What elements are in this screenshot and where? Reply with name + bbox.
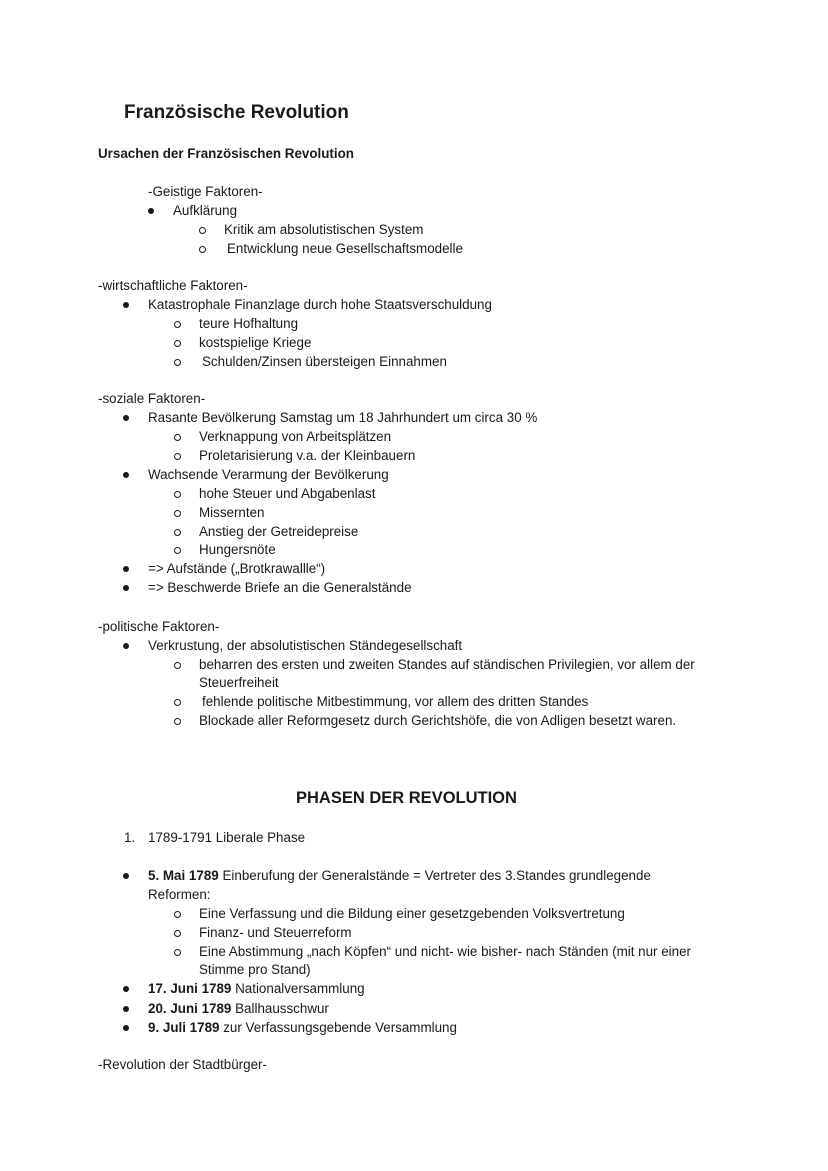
bullet-dot <box>123 472 129 478</box>
sub-bullet-circle <box>174 510 181 517</box>
event-sub: Eine Abstimmung „nach Köpfen“ und nicht- wie bisher- nach Ständen (mit nur einer <box>199 944 691 959</box>
sozial-sub: Proletarisierung v.a. der Kleinbauern <box>199 448 416 463</box>
event-date: 20. Juni 1789 <box>148 1001 232 1016</box>
sub-bullet-circle <box>174 434 181 441</box>
sub-bullet-circle <box>174 949 181 956</box>
phase-item: 1789-1791 Liberale Phase <box>148 830 306 845</box>
section-label: -Revolution der Stadtbürger- <box>98 1057 267 1072</box>
event-text: Einberufung der Generalstände = Vertreter des 3.Standes grundlegende <box>222 868 651 883</box>
event-sub: Finanz- und Steuerreform <box>199 925 352 940</box>
sub-bullet-circle <box>174 662 181 669</box>
sub-bullet-circle <box>174 359 181 366</box>
sub-bullet-circle <box>174 340 181 347</box>
sub-bullet-circle <box>174 911 181 918</box>
politisch-sub: beharren des ersten und zweiten Standes auf ständischen Privilegien, vor allem der <box>199 657 695 672</box>
event-4 <box>148 1019 457 1037</box>
sozial-bullet: Wachsende Verarmung der Bevölkerung <box>148 467 389 482</box>
sub-bullet-circle <box>174 718 181 725</box>
sub-bullet-circle <box>174 529 181 536</box>
event-date: 9. Juli 1789 <box>148 1020 220 1035</box>
sub-bullet-circle <box>174 491 181 498</box>
bullet-dot <box>123 566 129 572</box>
event-sub: Eine Verfassung und die Bildung einer gesetzgebenden Volksvertretung <box>199 906 625 921</box>
wirtschaftlich-sub: Schulden/Zinsen übersteigen Einnahmen <box>202 354 447 369</box>
geistig-sub: Kritik am absolutistischen System <box>224 222 424 237</box>
wirtschaftlich-label: -wirtschaftliche Faktoren- <box>98 278 248 293</box>
event-2 <box>148 980 365 998</box>
politisch-sub-cont: Steuerfreiheit <box>199 675 279 690</box>
politisch-sub: Blockade aller Reformgesetz durch Gerichtshöfe, die von Adligen besetzt waren. <box>199 713 677 728</box>
sub-bullet-circle <box>199 227 206 234</box>
wirtschaftlich-sub: kostspielige Kriege <box>199 335 312 350</box>
sozial-label: -soziale Faktoren- <box>98 391 206 406</box>
politisch-label: -politische Faktoren- <box>98 619 220 634</box>
bullet-dot <box>123 1006 129 1012</box>
bullet-dot <box>123 302 129 308</box>
event-3 <box>148 1000 329 1018</box>
sub-bullet-circle <box>174 321 181 328</box>
event-text: zur Verfassungsgebende Versammlung <box>223 1020 457 1035</box>
event-text: Ballhausschwur <box>235 1001 329 1016</box>
sozial-sub: hohe Steuer und Abgabenlast <box>199 486 376 501</box>
bullet-dot <box>123 1025 129 1031</box>
wirtschaftlich-sub: teure Hofhaltung <box>199 316 299 331</box>
sozial-sub: Missernten <box>199 505 265 520</box>
event-1 <box>148 867 651 885</box>
bullet-dot <box>123 643 129 649</box>
bullet-dot <box>123 585 129 591</box>
bullet-dot <box>148 208 154 214</box>
geistig-bullet: Aufklärung <box>173 203 238 218</box>
bullet-dot <box>123 986 129 992</box>
sozial-bullet: => Aufstände („Brotkrawallle“) <box>148 561 326 576</box>
sub-bullet-circle <box>174 453 181 460</box>
event-date: 5. Mai 1789 <box>148 868 219 883</box>
event-text-cont: Reformen: <box>148 887 211 902</box>
geistig-sub: Entwicklung neue Gesellschaftsmodelle <box>227 241 463 256</box>
geistig-label: -Geistige Faktoren- <box>148 184 263 199</box>
sub-bullet-circle <box>174 930 181 937</box>
sozial-sub: Hungersnöte <box>199 542 276 557</box>
page-title: Französische Revolution <box>124 102 349 123</box>
event-text: Nationalversammlung <box>235 981 365 996</box>
sub-bullet-circle <box>174 699 181 706</box>
politisch-sub: fehlende politische Mitbestimmung, vor allem des dritten Standes <box>202 694 589 709</box>
phases-heading: PHASEN DER REVOLUTION <box>296 789 517 807</box>
sozial-sub: Verknappung von Arbeitsplätzen <box>199 429 392 444</box>
wirtschaftlich-bullet: Katastrophale Finanzlage durch hohe Staatsverschuldung <box>148 297 492 312</box>
event-sub-cont: Stimme pro Stand) <box>199 962 311 977</box>
list-number: 1. <box>124 830 136 845</box>
sozial-bullet: => Beschwerde Briefe an die Generalstände <box>148 580 412 595</box>
bullet-dot <box>123 873 129 879</box>
bullet-dot <box>123 415 129 421</box>
sozial-sub: Anstieg der Getreidepreise <box>199 524 359 539</box>
sozial-bullet: Rasante Bevölkerung Samstag um 18 Jahrhundert um circa 30 % <box>148 410 538 425</box>
sub-bullet-circle <box>174 547 181 554</box>
sub-bullet-circle <box>199 246 206 253</box>
politisch-bullet: Verkrustung, der absolutistischen Ständegesellschaft <box>148 638 463 653</box>
causes-heading: Ursachen der Französischen Revolution <box>98 146 354 161</box>
event-date: 17. Juni 1789 <box>148 981 232 996</box>
